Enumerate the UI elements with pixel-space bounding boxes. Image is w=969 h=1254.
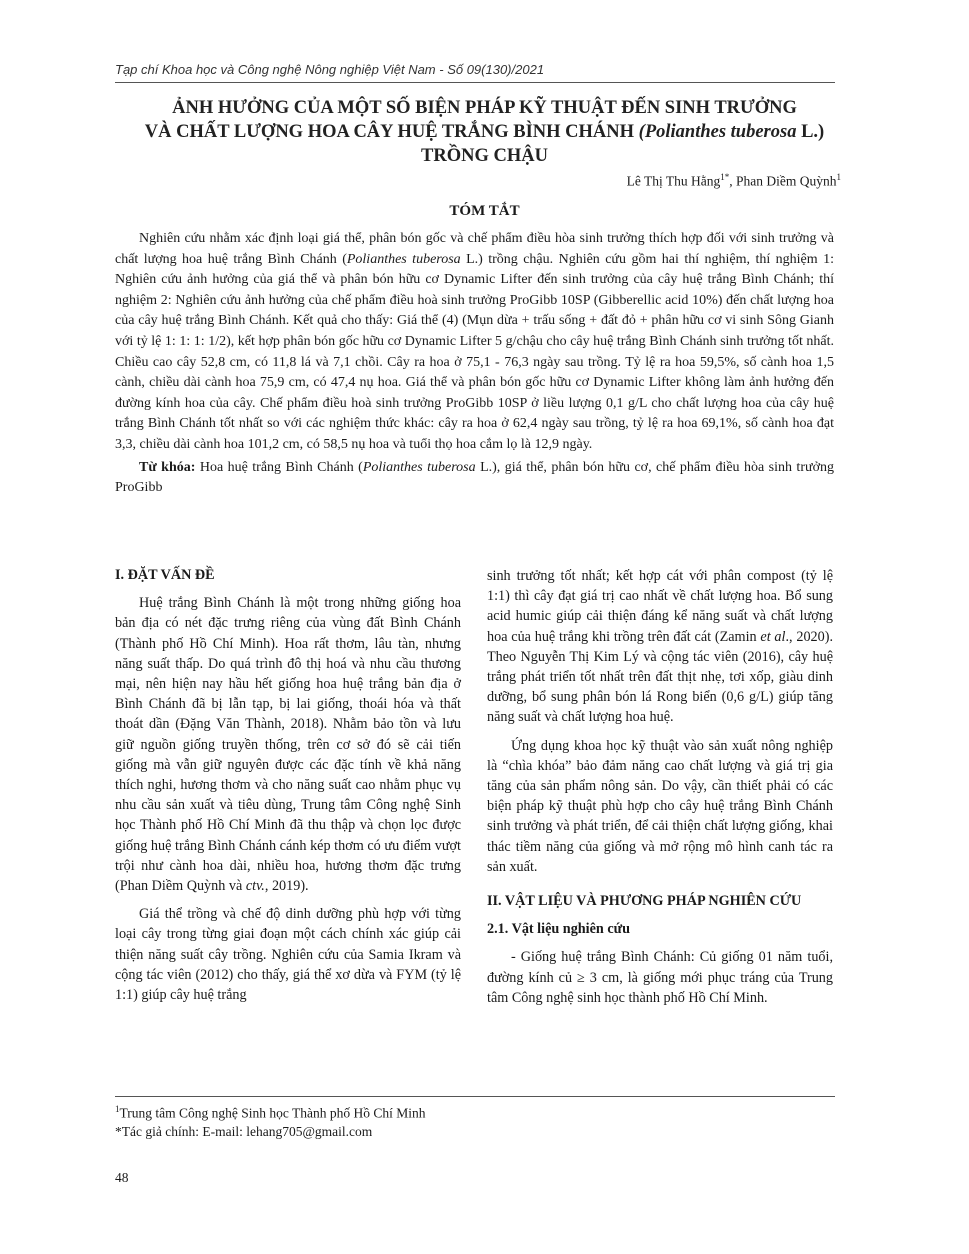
section-1-paragraph-1 <box>115 593 461 896</box>
s1p3-text: sinh trưởng tốt nhất; kết hợp cát với phân compost (tỷ lệ 1:1) thì cây đạt giá trị cao nhất về chất lượng hoa. Bổ sung acid humic giúp cải thiện đáng kể năng suất và chất lượng hoa của huệ trắng khi trồng trên đất cát (Zamin <box>487 568 833 645</box>
page-number: 48 <box>115 1170 129 1185</box>
author-2: Phan Diềm Quỳnh <box>736 173 837 189</box>
abstract-text-1: Nghiên cứu nhằm xác định loại giá thể, phân bón gốc và chế phẩm điều hòa sinh trưởng thích hợp đối với sinh trưởng và chất lượng hoa huệ trắng Bình Chánh ( <box>115 231 834 267</box>
abstract-text-2: L.) trồng chậu. Nghiên cứu gồm hai thí nghiệm, thí nghiệm 1: Nghiên cứu ảnh hưởng của giá thể và phân bón hữu cơ Dynamic Lifter đến sinh trưởng của cây huệ trắng Bình Chánh; thí nghiệm 2: Nghiên cứu ảnh hưởng của chế phẩm điều hoà sinh trưởng ProGibb 10SP (Gibberellic acid 10%) đến chất lượng hoa của cây huệ trắng Bình Chánh. Kết quả cho thấy: Giá thể (4) (Mụn dừa + trấu sống + đất đỏ + phân hữu cơ vi sinh Sông Gianh với tỷ lệ 1: 1: 1: 1/2), kết hợp phân bón gốc hữu cơ Dynamic Lifter 5 g/chậu cho cây huệ trắng Bình Chánh sinh trưởng tốt nhất. Chiều cao cây 52,8 cm, có 11,8 lá và 7,1 chồi. Cây ra hoa ở 75,1 - 76,3 ngày sau trồng. Tỷ lệ ra hoa 59,5%, số cành hoa 1,5 cành, chiều dài cành hoa 75,9 cm, có 47,4 nụ hoa. Giá thể và phân bón gốc hữu cơ Dynamic Lifter không làm ảnh hưởng đến đường kính hoa của cây. Chế phẩm điều hoà sinh trưởng ProGibb 10SP ở liều lượng 0,1 g/L cho chất lượng hoa của cây huệ trắng Bình Chánh tốt nhất so với các nghiệm thức khác: cây ra hoa ở 62,4 ngày sau trồng, tỷ lệ ra hoa 69,1%, số cành hoa đạt 3,3, chiều dài cành hoa 101,2 cm, có 58,5 nụ hoa và tuổi thọ hoa cắm lọ là 12,9 ngày. <box>115 251 834 452</box>
title-line-2-start: VÀ CHẤT LƯỢNG HOA CÂY HUỆ TRẮNG BÌNH CHÁNH <box>144 122 639 142</box>
section-1-paragraph-2: Giá thể trồng và chế độ dinh dưỡng phù hợp với từng loại cây trong từng giai đoạn một cách chính xác giúp cải thiện năng suất cây trồng. Nghiên cứu của Samia Ikram và cộng tác viên (2012) cho thấy, giá thể xơ dừa và FYM (tỷ lệ 1:1) giúp cây huệ trắng <box>115 906 461 1004</box>
keywords-text-start: Hoa huệ trắng Bình Chánh ( <box>195 459 363 475</box>
title-line-2 <box>110 120 859 144</box>
s1p1-ctv: ctv. <box>245 878 265 895</box>
abstract-species: Polianthes tuberosa <box>346 251 461 267</box>
journal-header: Tạp chí Khoa học và Công nghệ Nông nghiệp Việt Nam - Số 09(130)/2021 <box>115 62 545 77</box>
s1p1-end: , 2019). <box>264 878 309 895</box>
header-divider <box>115 82 835 83</box>
footnote-1-text: Trung tâm Công nghệ Sinh học Thành phố Hồ Chí Minh <box>119 1105 426 1121</box>
section-2-heading: II. VẬT LIỆU VÀ PHƯƠNG PHÁP NGHIÊN CỨU <box>487 893 802 910</box>
title-line-2-end: L.) <box>796 122 825 142</box>
article-title <box>110 96 859 168</box>
author-1-mark: 1* <box>720 172 730 182</box>
abstract-body <box>115 229 834 499</box>
author-2-mark: 1 <box>836 172 841 182</box>
keywords <box>115 458 834 499</box>
s1p3-etal: et al <box>760 628 786 645</box>
keywords-text-end: L.), giá thể, phân bón hữu cơ, chế phẩm điều hòa sinh trưởng ProGibb <box>115 459 834 496</box>
author-1: Lê Thị Thu Hằng <box>626 173 721 189</box>
title-line-1: ẢNH HƯỞNG CỦA MỘT SỐ BIỆN PHÁP KỸ THUẬT ĐẾN SINH TRƯỞNG <box>172 98 797 118</box>
left-column <box>115 565 461 1013</box>
right-column <box>487 566 833 1016</box>
section-1-paragraph-4: Ứng dụng khoa học kỹ thuật vào sản xuất nông nghiệp là “chìa khóa” bảo đảm năng cao chất lượng và giá trị gia tăng của sản phẩm nông sản. Do vậy, cần thiết phải có các biện pháp kỹ thuật phù hợp cho cây huệ trắng Bình Chánh sinh trưởng và phát triển, để cải thiện chất lượng giống, khai thác tiềm năng của giống và mở rộng mô hình canh tác ra sản xuất. <box>487 737 833 875</box>
abstract-heading: TÓM TẮT <box>449 203 520 219</box>
footnote-divider <box>115 1096 835 1097</box>
footnote-1-mark: 1 <box>115 1104 120 1114</box>
author-list <box>627 172 841 190</box>
title-species: (Polianthes tuberosa <box>638 122 797 142</box>
title-line-3: TRỒNG CHẬU <box>421 146 548 166</box>
keywords-species: Polianthes tuberosa <box>362 459 476 475</box>
footnote-2: *Tác giả chính: E-mail: lehang705@gmail.com <box>115 1124 373 1139</box>
abstract-paragraph <box>115 229 834 456</box>
s1p3-end: ., 2020). Theo Nguyễn Thị Kim Lý và cộng tác viên (2016), cây huệ trắng phát triển tốt nhất trên đất thịt nhẹ, tơi xốp, giàu dinh dưỡng, bổ sung phân bón lá Rong biển (0,6 g/L) giúp tăng năng suất và chất lượng hoa huệ. <box>487 628 833 726</box>
keywords-label: Từ khóa: <box>139 459 196 475</box>
footnote-1 <box>115 1104 426 1122</box>
s1p1-text: Huệ trắng Bình Chánh là một trong những giống hoa bản địa có nét đặc trưng riêng của vùng đất Bình Chánh (Thành phố Hồ Chí Minh). Hoa rất thơm, lâu tàn, nhưng năng suất thấp. Do quá trình đô thị hoá và nhu cầu thương mại, nên hiện nay hầu hết giống hoa huệ trắng bản địa ở Bình Chánh đã bị lẫn tạp, bị lai giống, thoái hóa và thất thoát dần (Đặng Văn Thành, 2018). Nhằm bảo tồn và lưu giữ nguồn giống truyền thống, trên cơ sở đó sẽ cải tiến giống mà vẫn giữ nguyên được các đặc tính về khả năng thích nghi, hương thơm và cho năng suất cao nhằm phục vụ nhu cầu sản xuất và tiêu dùng, Trung tâm Công nghệ Sinh học Thành phố Hồ Chí Minh đã thu thập và chọn lọc được giống huệ trắng Bình Chánh cánh kép thơm có ưu điểm vượt trội như cành hoa dài, nhiều hoa, hương thơm đặc trưng (Phan Diềm Quỳnh và <box>115 595 461 895</box>
author-separator: , <box>729 173 736 189</box>
section-1-paragraph-3 <box>487 566 833 728</box>
section-1-heading: I. ĐẶT VẤN ĐỀ <box>115 567 215 583</box>
section-2-1-heading: 2.1. Vật liệu nghiên cứu <box>487 921 631 938</box>
section-2-paragraph-1: - Giống huệ trắng Bình Chánh: Củ giống 01 năm tuổi, đường kính củ ≥ 3 cm, là giống mới phục tráng của Trung tâm Công nghệ sinh học thành phố Hồ Chí Minh. <box>487 949 833 1006</box>
